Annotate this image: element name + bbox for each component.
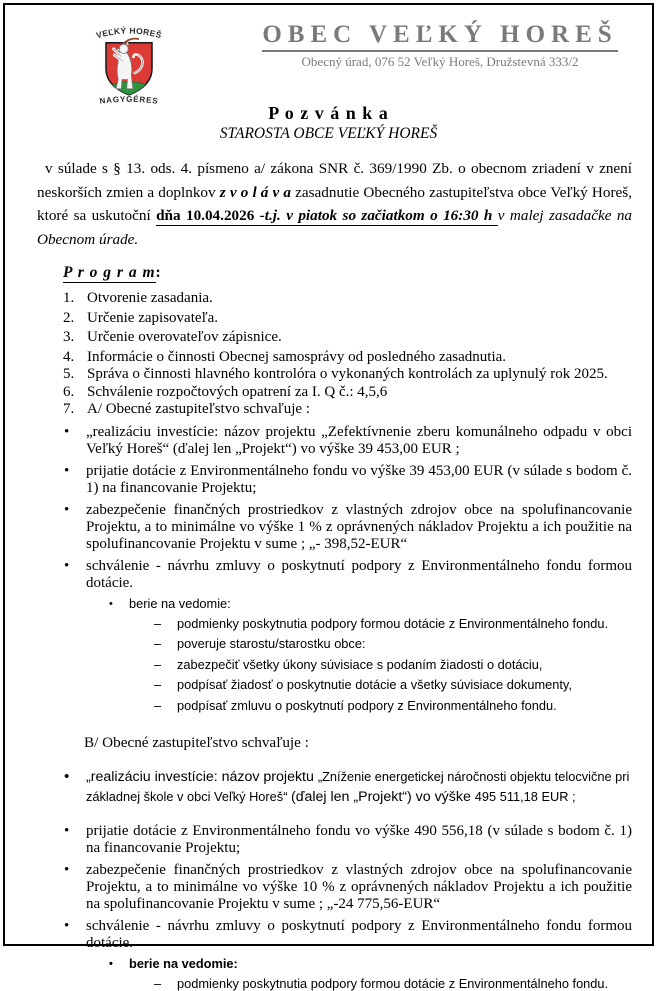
item-text: Informácie o činnosti Obecnej samosprávy od posledného zasadnutia. bbox=[87, 348, 507, 365]
b1-seg1: „realizáciu investície: názov projektu bbox=[86, 768, 318, 785]
dash-icon: – bbox=[154, 975, 162, 991]
bullet-text: schválenie - návrhu zmluvy o poskytnutí podpory z Environmentálneho fondu formou dotácie. bbox=[86, 557, 632, 591]
crest-top-text: VEĽKÝ HOREŠ bbox=[94, 25, 164, 41]
dash-icon: – bbox=[154, 636, 162, 651]
bullet-icon: • bbox=[64, 767, 70, 785]
bullet-icon: • bbox=[109, 597, 113, 610]
b1-seg4: 495 511,18 EUR ; bbox=[474, 788, 576, 804]
bullet-item bbox=[64, 558, 632, 592]
b1-seg3: (ďalej len „Projekt“) vo výške bbox=[291, 788, 475, 805]
dash-icon: – bbox=[154, 615, 162, 631]
document-title: P o z v á n k a bbox=[268, 103, 389, 123]
dash-text: podmienky poskytnutia podpory formou dotácie z Environmentálneho fondu. bbox=[177, 615, 609, 631]
program-heading bbox=[63, 264, 652, 282]
bullet-icon: • bbox=[64, 462, 70, 479]
svg-text:VEĽKÝ HOREŠ bbox=[95, 25, 163, 41]
item-number: 2. bbox=[63, 309, 75, 326]
dash-text: podmienky poskytnutia podpory formou dotácie z Environmentálneho fondu. bbox=[177, 975, 609, 991]
municipal-coat-of-arms bbox=[83, 17, 175, 113]
program-item bbox=[63, 350, 638, 365]
program-item bbox=[63, 311, 638, 326]
program-item bbox=[63, 385, 638, 400]
dash-icon: – bbox=[154, 697, 162, 713]
dash-text: poveruje starostu/starostku obce: bbox=[177, 636, 366, 651]
meeting-time: -t.j. v piatok so začiatkom o 16:30 h bbox=[254, 207, 498, 224]
intro-zvolava: z v o l á v a bbox=[219, 183, 292, 201]
dash-item bbox=[154, 678, 636, 692]
bullet-icon: • bbox=[109, 957, 113, 970]
intro-paragraph bbox=[37, 157, 632, 251]
program-label: P r o g r a m bbox=[63, 264, 156, 281]
dash-icon: – bbox=[154, 656, 162, 672]
document-page bbox=[3, 3, 654, 991]
dash-icon: – bbox=[154, 677, 162, 692]
item-number: 5. bbox=[63, 366, 75, 382]
meeting-date: dňa 10.04.2026 bbox=[156, 207, 255, 224]
bullet-text: zabezpečenie finančných prostriedkov z vlastných zdrojov obce na spolufinancovanie Projektu, a to minimálne vo výške 10 % z oprávnených nákladov Projektu a ich použitie na spolufinancovanie Projektu v sume ; „-24 775,56-EUR“ bbox=[86, 861, 632, 912]
section-a-bullets bbox=[5, 424, 652, 592]
crest-bottom-text: NAGYGÉRES bbox=[99, 94, 159, 106]
item-text: Správa o činnosti hlavného kontrolóra o vykonaných kontrolách za uplynulý rok 2025. bbox=[87, 366, 608, 382]
program-list bbox=[5, 291, 652, 417]
item-text: A/ Obecné zastupiteľstvo schvaľuje : bbox=[87, 401, 310, 417]
bullet-item bbox=[64, 767, 632, 807]
bullet-text: schválenie - návrhu zmluvy o poskytnutí podpory z Environmentálneho fondu formou dotácie. bbox=[86, 917, 632, 951]
item-text: Schválenie rozpočtových opatrení za I. Q č.: 4,5,6 bbox=[87, 383, 388, 400]
section-a-dash-items bbox=[5, 617, 652, 713]
program-item bbox=[63, 402, 638, 417]
dash-item bbox=[154, 637, 636, 651]
bullet-item bbox=[64, 463, 632, 497]
bullet-icon: • bbox=[64, 423, 70, 440]
item-number: 1. bbox=[63, 290, 75, 306]
bullet-icon: • bbox=[64, 861, 70, 878]
dash-item bbox=[154, 617, 636, 631]
bullet-icon: • bbox=[64, 501, 70, 518]
dash-item bbox=[154, 977, 636, 991]
berie-label: berie na vedomie: bbox=[129, 955, 238, 971]
program-colon: : bbox=[155, 264, 161, 281]
document-subtitle: STAROSTA OBCE VEĽKÝ HOREŠ bbox=[219, 125, 438, 142]
bullet-item bbox=[64, 502, 632, 553]
bullet-icon: • bbox=[64, 917, 70, 934]
bullet-text: prijatie dotácie z Environmentálneho fondu vo výške 39 453,00 EUR (v súlade s bodom č. 1) na financovanie Projektu; bbox=[86, 462, 632, 496]
program-item bbox=[63, 291, 638, 306]
bullet-text: „realizáciu investície: názov projektu „Zefektívnenie zberu komunálneho odpadu v obci Veľký Horeš“ (ďalej len „Projekt“) vo výške 39 453,00 EUR ; bbox=[86, 423, 632, 457]
item-text: Určenie overovateľov zápisnice. bbox=[87, 329, 282, 345]
header-text-block bbox=[240, 21, 640, 70]
dash-item bbox=[154, 699, 636, 713]
program-item bbox=[63, 330, 638, 345]
bullet-item bbox=[64, 424, 632, 458]
bullet-icon: • bbox=[64, 557, 70, 574]
item-number: 6. bbox=[63, 383, 75, 400]
bullet-text bbox=[86, 767, 632, 807]
intro-part2: zasadnutie Obecného zastupiteľstva obce Veľký Horeš, ktoré sa uskutoční bbox=[37, 183, 632, 224]
intro-part3: v malej zasadačke na Obecnom úrade. bbox=[37, 207, 633, 248]
item-text: Určenie zapisovateľa. bbox=[87, 309, 219, 326]
item-number: 7. bbox=[63, 401, 75, 417]
dash-text: podpísať žiadosť o poskytnutie dotácie a všetky súvisiace dokumenty, bbox=[177, 677, 572, 692]
section-b-heading: B/ Obecné zastupiteľstvo schvaľuje : bbox=[84, 733, 309, 751]
municipality-title: OBEC VEĽKÝ HOREŠ bbox=[262, 21, 617, 52]
section-b-bullets bbox=[5, 823, 652, 952]
coat-of-arms-graphic bbox=[83, 17, 175, 113]
item-number: 4. bbox=[63, 348, 75, 365]
dash-item bbox=[154, 658, 636, 672]
item-number: 3. bbox=[63, 329, 75, 345]
bullet-item bbox=[64, 918, 632, 952]
bullet-item bbox=[64, 823, 632, 857]
bullet-text: prijatie dotácie z Environmentálneho fondu vo výške 490 556,18 (v súlade s bodom č. 1) na financovanie Projektu; bbox=[86, 822, 632, 856]
document-header bbox=[5, 5, 652, 106]
intro-part1: v súlade s § 13. ods. 4. písmeno a/ zákona SNR č. 369/1990 Zb. o obecnom zriadení v znení neskorších zmien a doplnkov bbox=[37, 160, 632, 201]
program-item bbox=[63, 367, 638, 382]
bullet-text: zabezpečenie finančných prostriedkov z vlastných zdrojov obce na spolufinancovanie Projektu, a to minimálne vo výške 1 % z oprávnených nákladov Projektu a ich použitie na spolufinancovanie Projektu v sume ; „- 398,52-EUR“ bbox=[86, 501, 632, 552]
municipality-address: Obecný úrad, 076 52 Veľký Horeš, Družstevná 333/2 bbox=[301, 54, 579, 69]
bullet-icon: • bbox=[64, 822, 70, 839]
berie-na-vedomie bbox=[109, 597, 632, 611]
dash-text: zabezpečiť všetky úkony súvisiace s podaním žiadosti o dotáciu, bbox=[177, 656, 543, 672]
item-text: Otvorenie zasadania. bbox=[87, 290, 213, 306]
b1-seg2: „Zníženie energetickej náročnosti objektu telocvične pri základnej škole v obci Veľký Horeš“ bbox=[86, 768, 630, 804]
svg-text:NAGYGÉRES bbox=[99, 95, 159, 106]
dash-text: podpísať zmluvu o poskytnutí podpory z Environmentálneho fondu. bbox=[177, 697, 557, 713]
bullet-item bbox=[64, 862, 632, 913]
lion-head bbox=[119, 44, 128, 53]
berie-na-vedomie bbox=[109, 957, 632, 971]
berie-label: berie na vedomie: bbox=[129, 595, 231, 611]
